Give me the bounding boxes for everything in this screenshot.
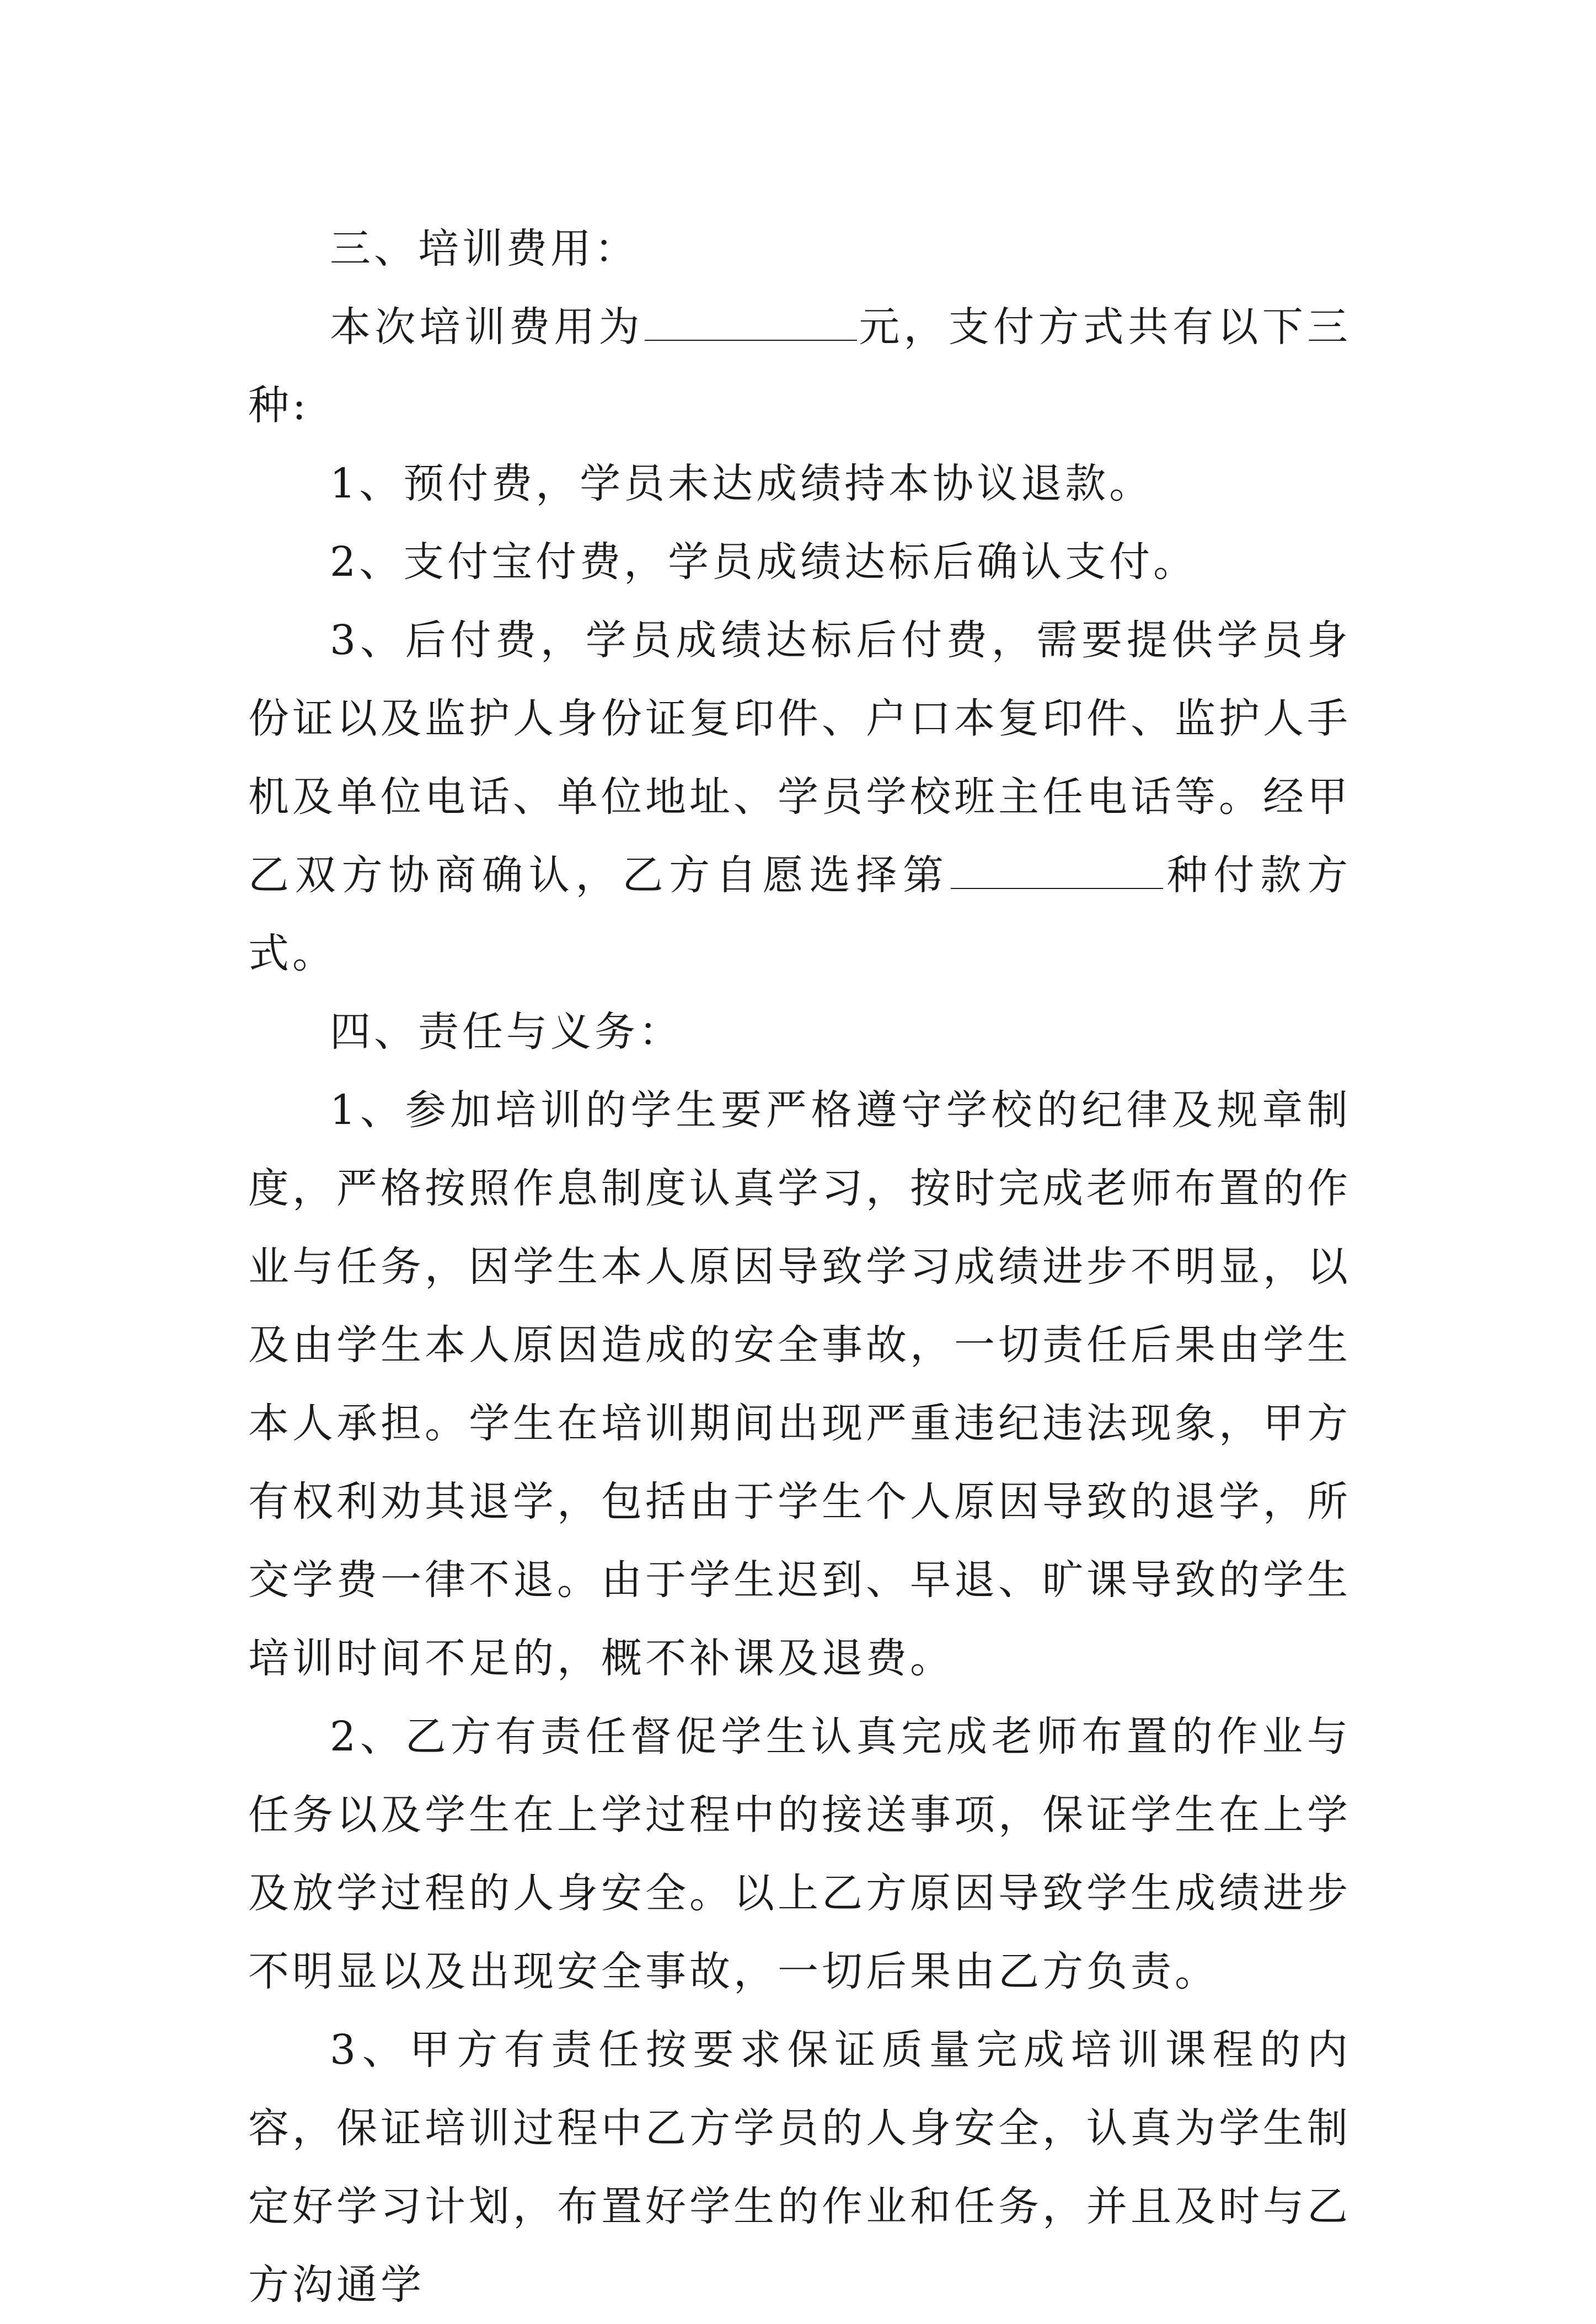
payment-option-alipay: 2、支付宝付费，学员成绩达标后确认支付。: [330, 538, 1198, 586]
payment-option-postpay-text: 3、后付费，学员成绩达标后付费，需要提供学员身份证以及监护人身份证复印件、户口本复印件、监护人手机及单位电话、单位地址、学员学校班主任电话等。经甲乙双方协商确认，乙方自愿选择第: [248, 617, 1351, 899]
responsibility-item-2: 2、乙方有责任督促学生认真完成老师布置的作业与任务以及学生在上学过程中的接送事项，保证学生在上学及放学过程的人身安全。以上乙方原因导致学生成绩进步不明显以及出现安全事故，一切后果由乙方负责。: [248, 1713, 1351, 1995]
responsibility-item-1: 1、参加培训的学生要严格遵守学校的纪律及规章制度，严格按照作息制度认真学习，按时完成老师布置的作业与任务，因学生本人原因导致学习成绩进步不明显，以及由学生本人原因造成的安全事故，一切责任后果由学生本人承担。学生在培训期间出现严重违纪违法现象，甲方有权利劝其退学，包括由于学生个人原因导致的退学，所交学费一律不退。由于学生迟到、早退、旷课导致的学生培训时间不足的，概不补课及退费。: [248, 1086, 1351, 1682]
payment-option-prepay: 1、预付费，学员未达成绩持本协议退款。: [330, 460, 1154, 507]
payment-option-postpay-suffix: 种付款方式。: [248, 852, 1352, 977]
fee-amount-line: [248, 288, 1351, 445]
section-heading-fees: 三、培训费用：: [330, 225, 639, 272]
section-heading-responsibilities: 四、责任与义务：: [330, 1008, 683, 1056]
payment-choice-blank: [951, 855, 1163, 889]
fee-amount-prefix: 本次培训费用为: [330, 303, 644, 351]
payment-option-postpay: [248, 601, 1351, 993]
fee-amount-suffix: 元，支付方式共有以下三种:: [248, 303, 1352, 429]
fee-amount-blank: [645, 307, 857, 341]
responsibility-item-3: 3、甲方有责任按要求保证质量完成培训课程的内容，保证培训过程中乙方学员的人身安全，认真为学生制定好学习计划，布置好学生的作业和任务，并且及时与乙方沟通学: [248, 2026, 1351, 2309]
document-body: [248, 210, 1351, 2324]
